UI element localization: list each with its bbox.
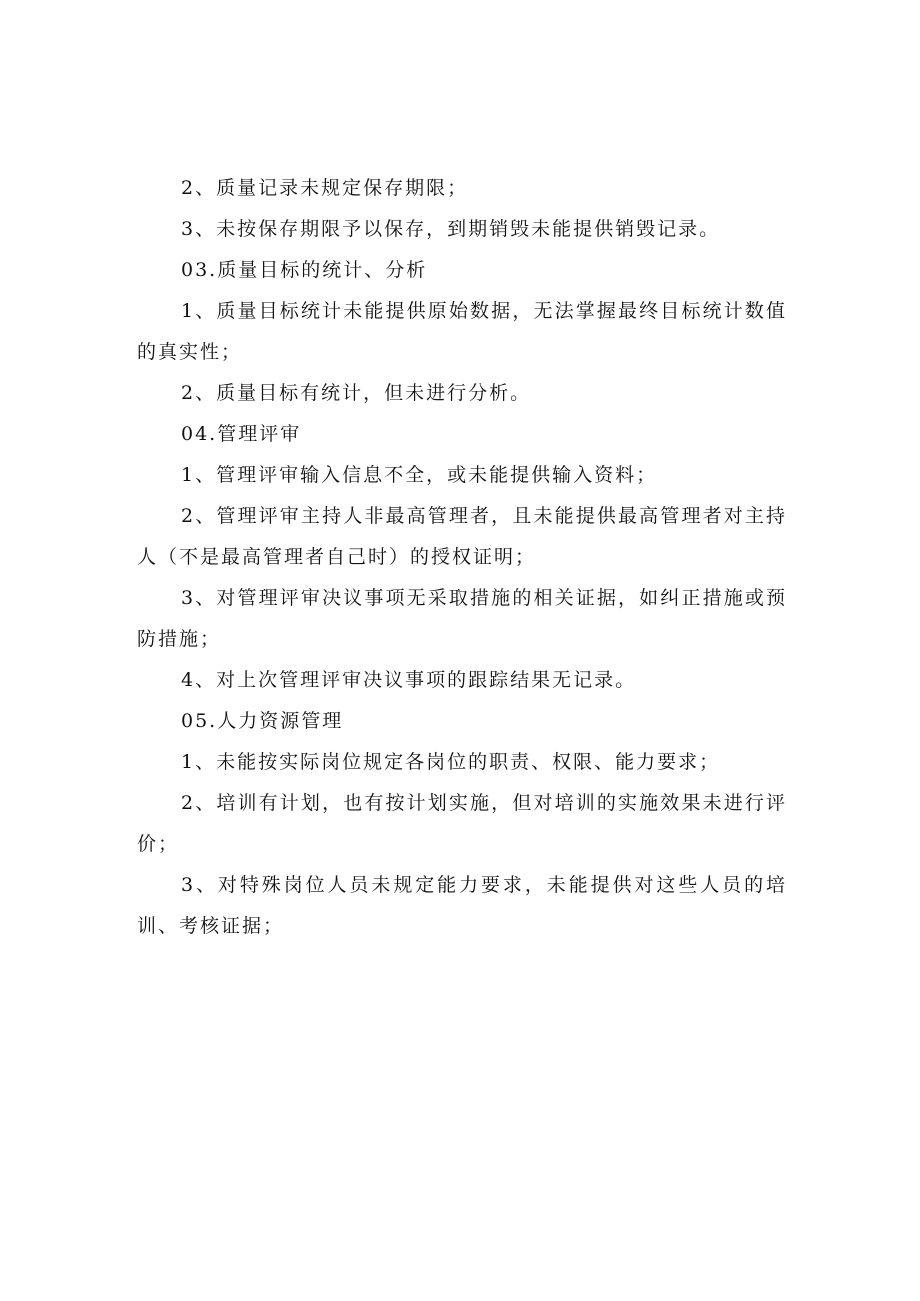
paragraph-retention-period: 2、质量记录未规定保存期限； bbox=[181, 177, 469, 199]
paragraph-review-measures: 3、对管理评审决议事项无采取措施的相关证据，如纠正措施或预防措施； bbox=[137, 587, 787, 650]
paragraph-objective-analysis: 2、质量目标有统计，但未进行分析。 bbox=[181, 382, 532, 404]
section-heading-quality-objectives: 03.质量目标的统计、分析 bbox=[181, 259, 428, 281]
paragraph-review-input: 1、管理评审输入信息不全，或未能提供输入资料； bbox=[181, 464, 658, 486]
paragraph-review-host: 2、管理评审主持人非最高管理者，且未能提供最高管理者对主持人（不是最高管理者自己时）的授权证明； bbox=[137, 505, 787, 568]
paragraph-objective-raw-data: 1、质量目标统计未能提供原始数据，无法掌握最终目标统计数值的真实性； bbox=[137, 300, 787, 363]
document-body bbox=[137, 168, 787, 947]
paragraph-review-followup: 4、对上次管理评审决议事项的跟踪结果无记录。 bbox=[181, 669, 637, 691]
paragraph-retention-destruction: 3、未按保存期限予以保存，到期销毁未能提供销毁记录。 bbox=[181, 218, 721, 240]
section-heading-management-review: 04.管理评审 bbox=[181, 423, 302, 445]
paragraph-hr-special-positions: 3、对特殊岗位人员未规定能力要求，未能提供对这些人员的培训、考核证据； bbox=[137, 874, 787, 937]
section-heading-human-resources: 05.人力资源管理 bbox=[181, 710, 344, 732]
paragraph-hr-training-evaluation: 2、培训有计划，也有按计划实施，但对培训的实施效果未进行评价； bbox=[137, 792, 787, 855]
paragraph-hr-responsibilities: 1、未能按实际岗位规定各岗位的职责、权限、能力要求； bbox=[181, 751, 721, 773]
